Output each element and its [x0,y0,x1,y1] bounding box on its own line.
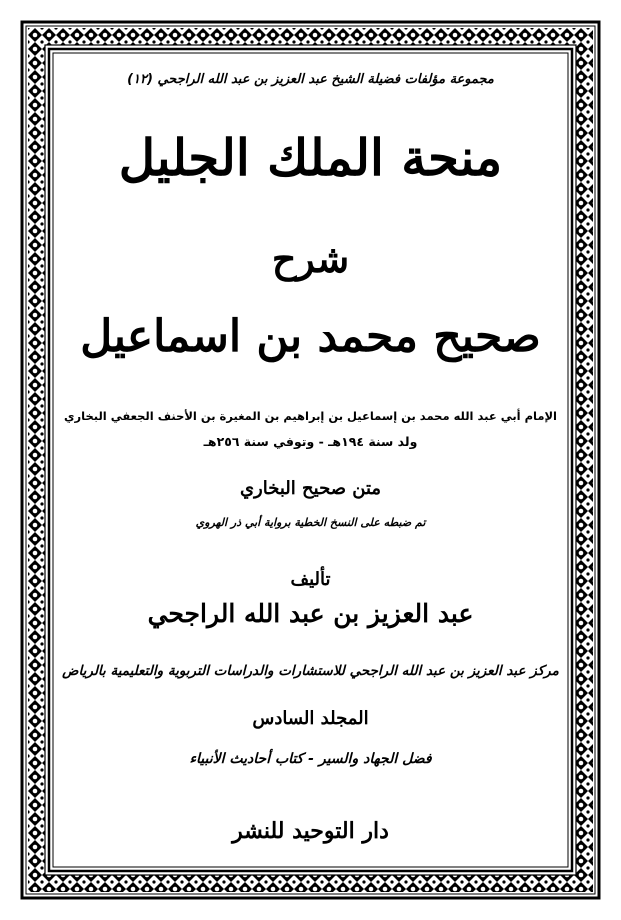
dabt-note: تم ضبطه على النسخ الخطية برواية أبي ذر الهروي [195,516,426,529]
series-note: مجموعة مؤلفات فضيلة الشيخ عبد العزيز بن عبد الله الراجحي (١٢) [127,72,494,87]
center-name: مركز عبد العزيز بن عبد الله الراجحي للاستشارات والدراسات التربوية والتعليمية بالرياض [62,663,559,679]
talif-label: تأليف [290,569,331,590]
author-name: عبد العزيز بن عبد الله الراجحي [147,599,474,628]
publisher-name: دار التوحيد للنشر [232,818,389,844]
sharh-word: شرح [271,236,350,281]
imam-full-name: الإمام أبي عبد الله محمد بن إسماعيل بن إبراهيم بن المغيرة بن الأحنف الجعفي البخاري [64,409,557,423]
cover-content [58,66,563,856]
main-title: منحة الملك الجليل [118,128,503,187]
volume-label: المجلد السادس [252,708,369,729]
matn-title: متن صحيح البخاري [239,478,382,499]
book-name: صحيح محمد بن اسماعيل [80,311,541,362]
birth-death-dates: ولد سنة ١٩٤هـ - وتوفي سنة ٢٥٦هـ [203,434,418,449]
volume-contents: فضل الجهاد والسير - كتاب أحاديث الأنبياء [189,751,432,767]
